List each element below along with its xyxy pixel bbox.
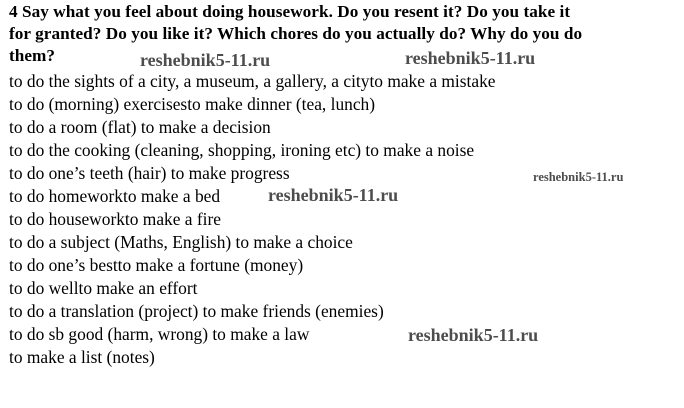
collocation-list xyxy=(9,70,669,369)
watermark: reshebnik5-11.ru xyxy=(408,325,539,345)
watermark: reshebnik5-11.ru xyxy=(140,50,271,70)
list-item: to do the cooking (cleaning, shopping, ironing etc) to make a noise xyxy=(9,140,475,160)
list-item: to do one’s teeth (hair) to make progress xyxy=(9,163,290,183)
heading-line-3: them? xyxy=(9,46,56,65)
list-item: to do homeworkto make a bed xyxy=(9,186,221,206)
list-item: to do sb good (harm, wrong) to make a law xyxy=(9,324,310,344)
heading-line-2: for granted? Do you like it? Which chores do you actually do? Why do you do xyxy=(9,24,583,43)
watermark: reshebnik5-11.ru xyxy=(268,185,399,205)
list-item: to do the sights of a city, a museum, a gallery, a cityto make a mistake xyxy=(9,71,496,91)
watermark: reshebnik5-11.ru xyxy=(533,170,624,184)
list-item: to do a room (flat) to make a decision xyxy=(9,117,271,137)
heading-line-1: 4 Say what you feel about doing housework. Do you resent it? Do you take it xyxy=(9,2,571,21)
list-item: to do one’s bestto make a fortune (money) xyxy=(9,255,304,275)
list-item: to do a subject (Maths, English) to make a choice xyxy=(9,232,353,252)
exercise-heading xyxy=(9,1,681,67)
list-item: to do houseworkto make a fire xyxy=(9,209,222,229)
list-item: to do (morning) exercisesto make dinner (tea, lunch) xyxy=(9,94,376,114)
list-item: to make a list (notes) xyxy=(9,347,155,367)
list-item: to do a translation (project) to make friends (enemies) xyxy=(9,301,384,321)
list-item: to do wellto make an effort xyxy=(9,278,198,298)
watermark: reshebnik5-11.ru xyxy=(405,48,536,68)
